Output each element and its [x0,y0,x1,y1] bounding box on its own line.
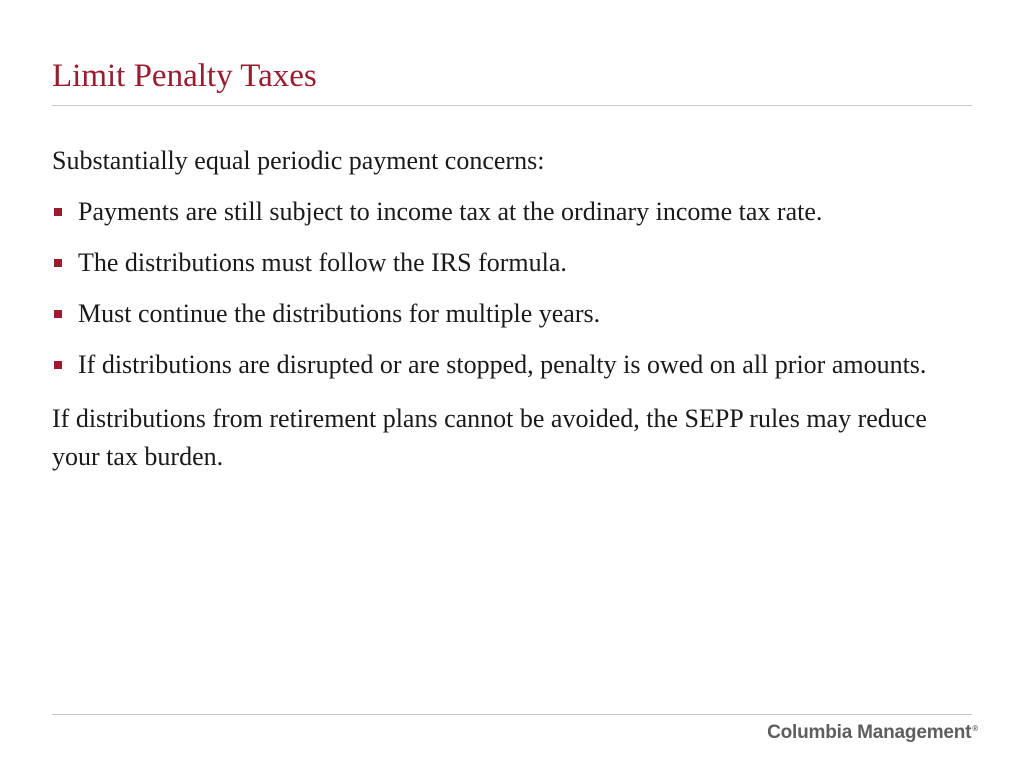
bullet-text: Payments are still subject to income tax at the ordinary income tax rate. [78,197,823,226]
square-bullet-icon [54,259,62,267]
intro-text: Substantially equal periodic payment concerns: [52,146,545,175]
title-divider [52,105,972,106]
bullet-text: Must continue the distributions for multiple years. [78,299,601,328]
company-logo [767,722,978,744]
bullet-text: If distributions are disrupted or are stopped, penalty is owed on all prior amounts. [78,350,927,379]
registered-mark: ® [972,723,978,733]
logo-text: Columbia Management [767,722,972,743]
bullet-text: The distributions must follow the IRS formula. [78,248,567,277]
slide-body [52,142,977,476]
bullet-item [52,244,977,282]
bullet-item [52,193,977,231]
square-bullet-icon [54,361,62,369]
footer-divider [52,714,972,715]
closing-text: If distributions from retirement plans cannot be avoided, the SEPP rules may reduce your tax burden. [52,404,927,471]
square-bullet-icon [54,310,62,318]
bullet-list [52,193,977,384]
bullet-item [52,295,977,333]
square-bullet-icon [54,208,62,216]
slide-title: Limit Penalty Taxes [52,58,317,94]
bullet-item [52,346,938,384]
